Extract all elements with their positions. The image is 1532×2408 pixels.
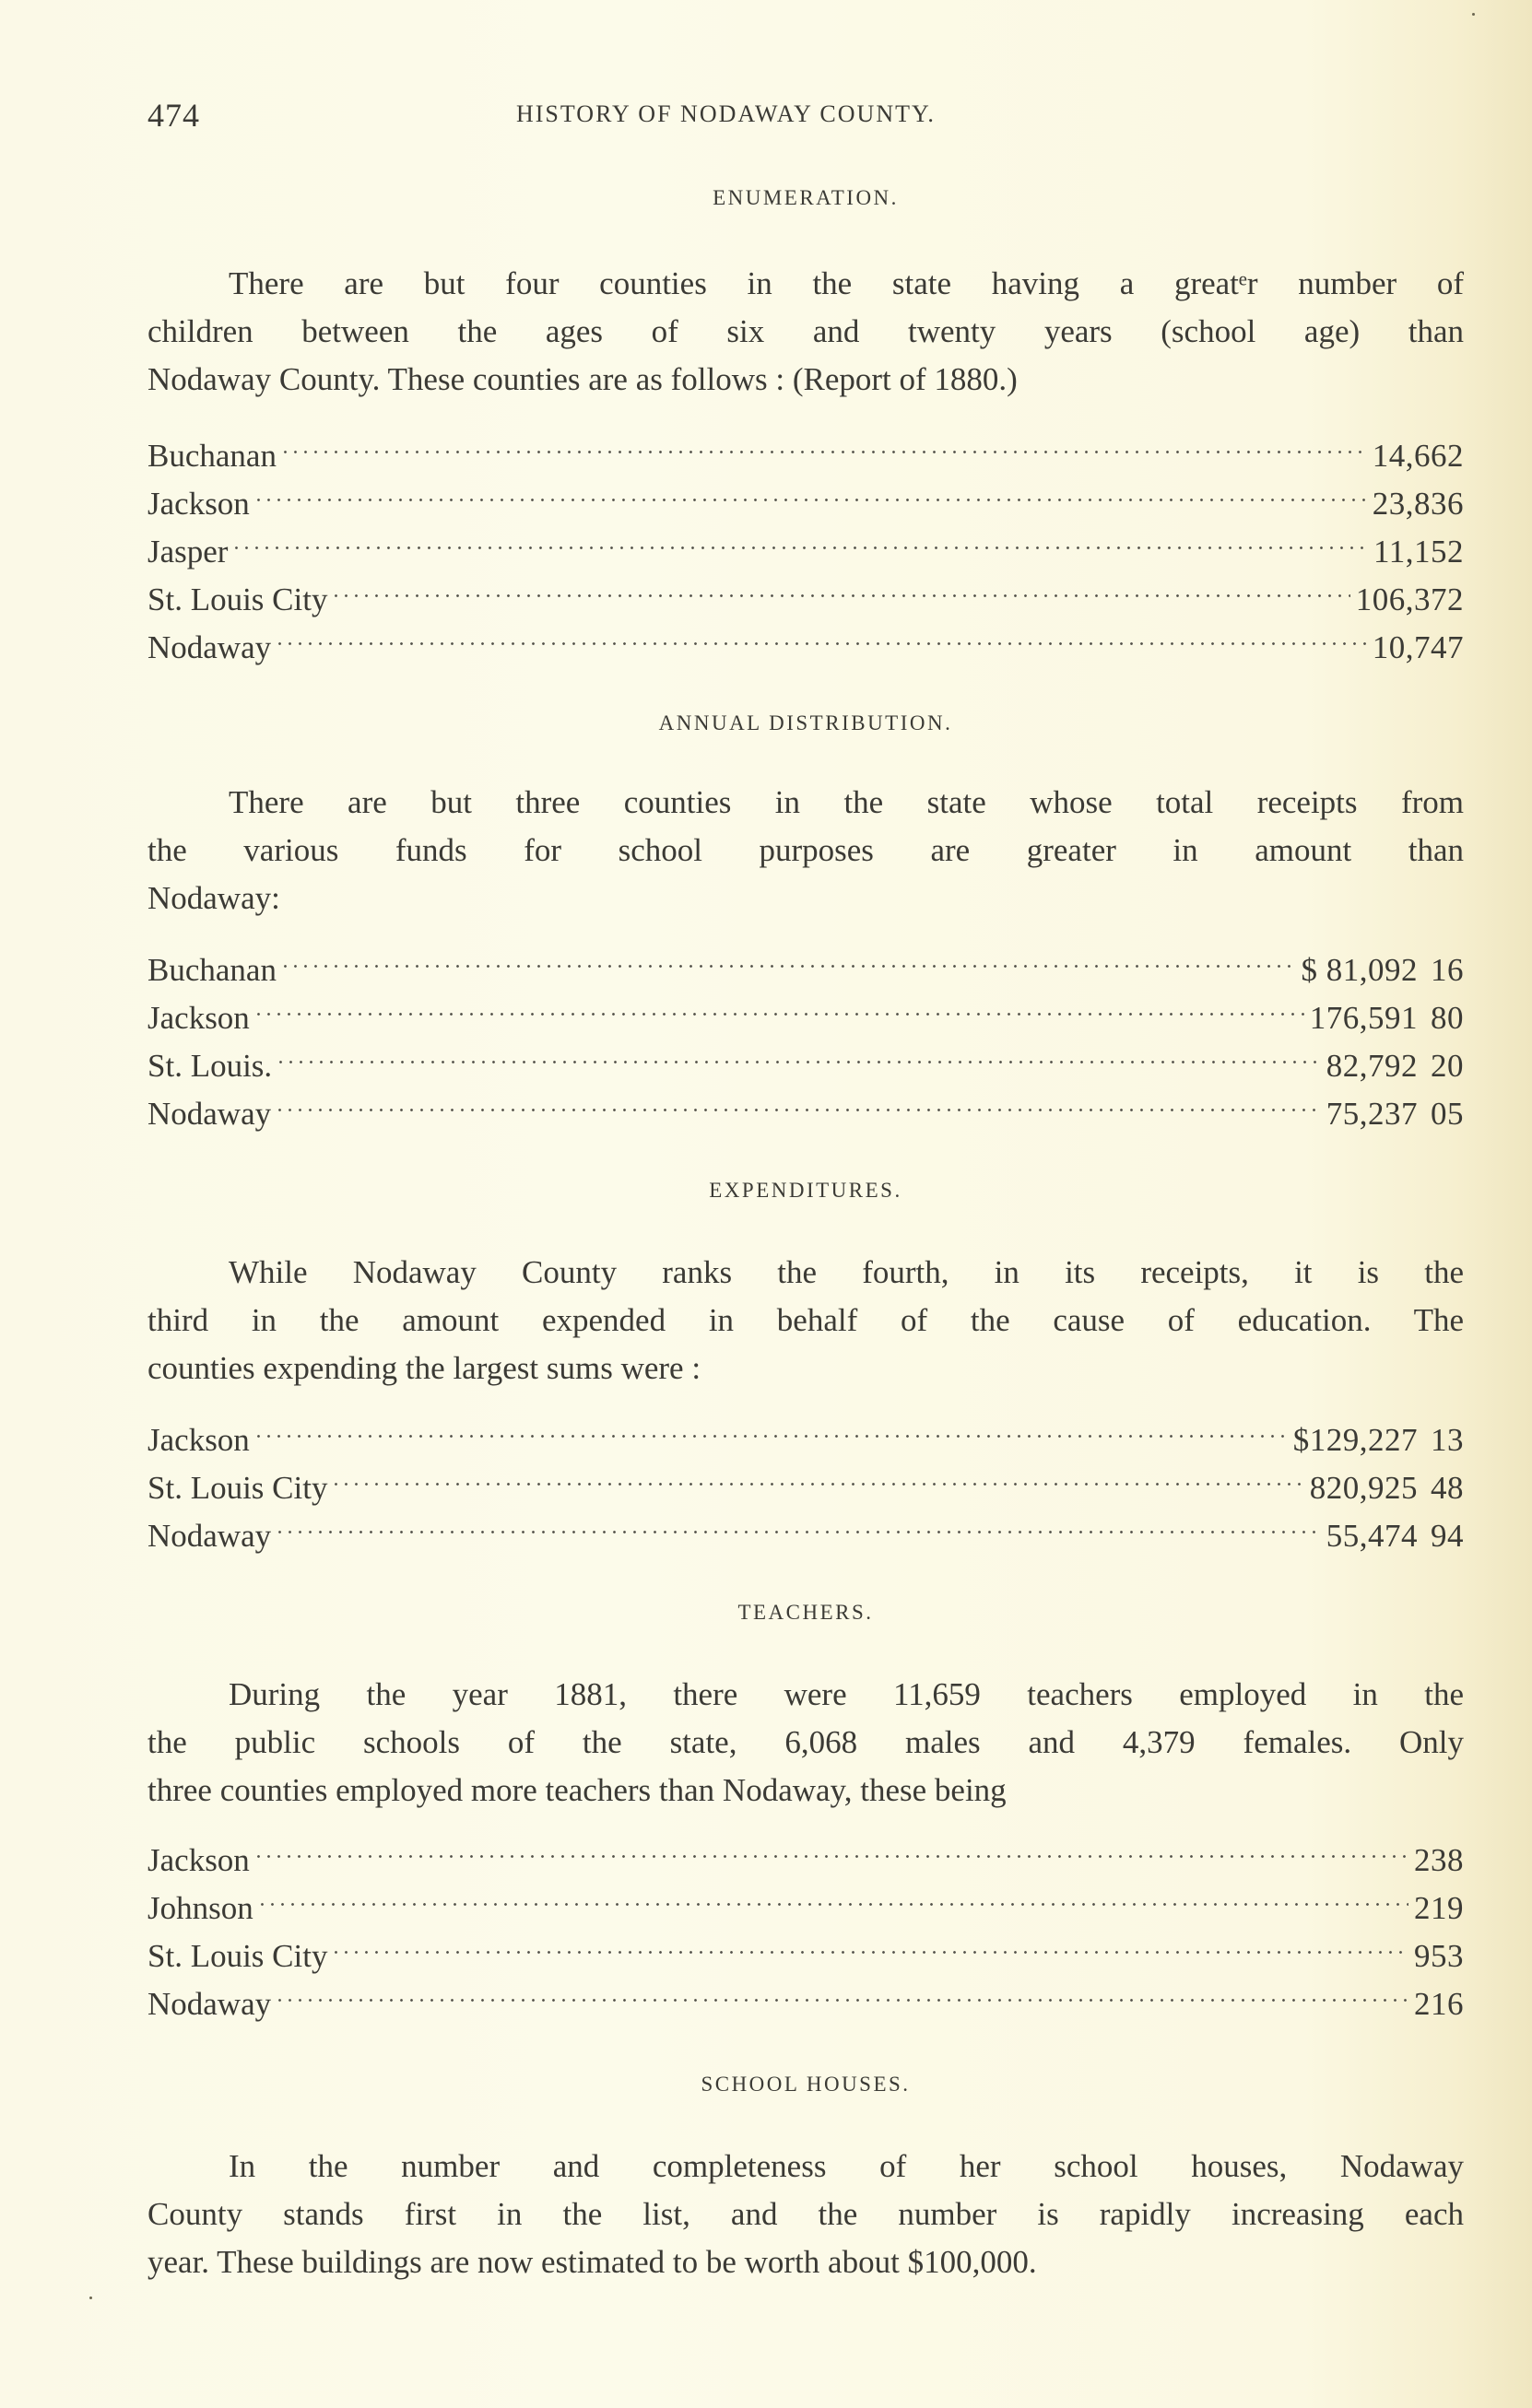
county-value: 75,237 05: [1326, 1096, 1464, 1132]
dot-leader: [250, 466, 1373, 514]
county-value: $129,227 13: [1292, 1422, 1464, 1458]
county-name: Nodaway: [147, 1096, 272, 1132]
paper-speck: [89, 2296, 92, 2299]
paragraph-line: three counties employed more teachers than Nodaway, these being: [147, 1772, 1007, 1808]
table-row: [147, 981, 1464, 1036]
county-name: Johnson: [147, 1890, 253, 1926]
county-value: 82,792 20: [1326, 1048, 1464, 1084]
enumeration-table: [147, 418, 1464, 665]
paragraph-line: the various funds for school purposes are greater in amount than: [147, 832, 1464, 868]
county-value: 953: [1414, 1938, 1464, 1974]
expenditures-table: [147, 1403, 1464, 1554]
teachers-table: [147, 1823, 1464, 2022]
table-row: [147, 1028, 1464, 1084]
table-row: [147, 418, 1464, 474]
annual-distribution-table: [147, 933, 1464, 1132]
section-heading-teachers: TEACHERS.: [737, 1601, 874, 1624]
county-name: St. Louis City: [147, 581, 328, 617]
paragraph-teachers: [147, 1671, 1464, 1815]
table-row: [147, 1871, 1464, 1926]
table-row: [147, 466, 1464, 522]
dot-leader: [250, 981, 1310, 1028]
paragraph-line: There are but four counties in the state having a greatᵉr number of: [229, 265, 1464, 301]
county-value: 10,747: [1372, 629, 1464, 665]
section-heading-enumeration: ENUMERATION.: [713, 186, 899, 209]
county-name: St. Louis City: [147, 1938, 328, 1974]
dot-leader: [271, 610, 1373, 658]
table-row: [147, 1498, 1464, 1554]
dot-leader: [271, 1076, 1326, 1124]
paragraph-expenditures: [147, 1249, 1464, 1392]
paragraph-line: children between the ages of six and twenty years (school age) than: [147, 313, 1464, 349]
county-value: 219: [1414, 1890, 1464, 1926]
table-row: [147, 933, 1464, 988]
dot-leader: [277, 418, 1373, 466]
table-row: [147, 1919, 1464, 1974]
paragraph-line: counties expending the largest sums were :: [147, 1350, 701, 1386]
paragraph-line: the public schools of the state, 6,068 males and 4,379 females. Only: [147, 1724, 1464, 1760]
dot-leader: [327, 562, 1355, 610]
paragraph-line: In the number and completeness of her school houses, Nodaway: [229, 2148, 1464, 2184]
dot-leader: [277, 933, 1302, 981]
county-value: 176,591 80: [1309, 1000, 1464, 1036]
table-row: [147, 514, 1464, 570]
county-value: 55,474 94: [1326, 1518, 1464, 1554]
running-head: [147, 92, 1464, 138]
county-name: St. Louis City: [147, 1470, 328, 1506]
county-name: Jackson: [147, 1422, 250, 1458]
table-row: [147, 1076, 1464, 1132]
table-row: [147, 562, 1464, 617]
county-value: 216: [1414, 1986, 1464, 2022]
paragraph-line: Nodaway County. These counties are as follows : (Report of 1880.): [147, 361, 1018, 397]
section-heading-annual-distribution: ANNUAL DISTRIBUTION.: [658, 711, 953, 734]
running-title: HISTORY OF NODAWAY COUNTY.: [516, 100, 936, 127]
county-name: Nodaway: [147, 1986, 272, 2022]
dot-leader: [272, 1028, 1326, 1076]
dot-leader: [250, 1823, 1414, 1871]
county-name: Nodaway: [147, 629, 272, 665]
paragraph-line: While Nodaway County ranks the fourth, in its receipts, it is the: [229, 1254, 1464, 1290]
page-number: 474: [147, 97, 200, 134]
section-heading-school-houses: SCHOOL HOUSES.: [701, 2073, 911, 2096]
county-name: Jackson: [147, 486, 250, 522]
county-value: 14,662: [1372, 438, 1464, 474]
county-value: $ 81,092 16: [1301, 952, 1464, 988]
county-value: 106,372: [1355, 581, 1464, 617]
county-value: 11,152: [1373, 534, 1464, 570]
county-name: Buchanan: [147, 438, 277, 474]
county-value: 238: [1414, 1842, 1464, 1878]
county-name: Buchanan: [147, 952, 277, 988]
paper-speck: [1472, 13, 1475, 16]
county-name: Nodaway: [147, 1518, 272, 1554]
paragraph-line: During the year 1881, there were 11,659 teachers employed in the: [229, 1676, 1464, 1712]
dot-leader: [327, 1919, 1414, 1967]
table-row: [147, 1451, 1464, 1506]
county-name: St. Louis.: [147, 1048, 273, 1084]
dot-leader: [253, 1871, 1414, 1919]
paragraph-school-houses: [147, 2143, 1464, 2286]
paragraph-enumeration: [147, 260, 1464, 404]
dot-leader: [250, 1403, 1293, 1451]
dot-leader: [271, 1967, 1414, 2014]
paragraph-line: Nodaway:: [147, 880, 280, 916]
county-name: Jackson: [147, 1000, 250, 1036]
paragraph-line: County stands first in the list, and the number is rapidly increasing each: [147, 2196, 1464, 2232]
paragraph-line: There are but three counties in the state whose total receipts from: [229, 784, 1464, 820]
dot-leader: [228, 514, 1373, 562]
dot-leader: [271, 1498, 1326, 1546]
county-value: 820,925 48: [1309, 1470, 1464, 1506]
table-row: [147, 1403, 1464, 1458]
table-row: [147, 1823, 1464, 1878]
section-heading-expenditures: EXPENDITURES.: [709, 1179, 902, 1202]
dot-leader: [327, 1451, 1309, 1498]
county-value: 23,836: [1372, 486, 1464, 522]
county-name: Jasper: [147, 534, 229, 570]
table-row: [147, 610, 1464, 665]
paragraph-line: third in the amount expended in behalf of the cause of education. The: [147, 1302, 1464, 1338]
county-name: Jackson: [147, 1842, 250, 1878]
paragraph-line: year. These buildings are now estimated to be worth about $100,000.: [147, 2244, 1037, 2280]
table-row: [147, 1967, 1464, 2022]
paragraph-annual-distribution: [147, 779, 1464, 922]
